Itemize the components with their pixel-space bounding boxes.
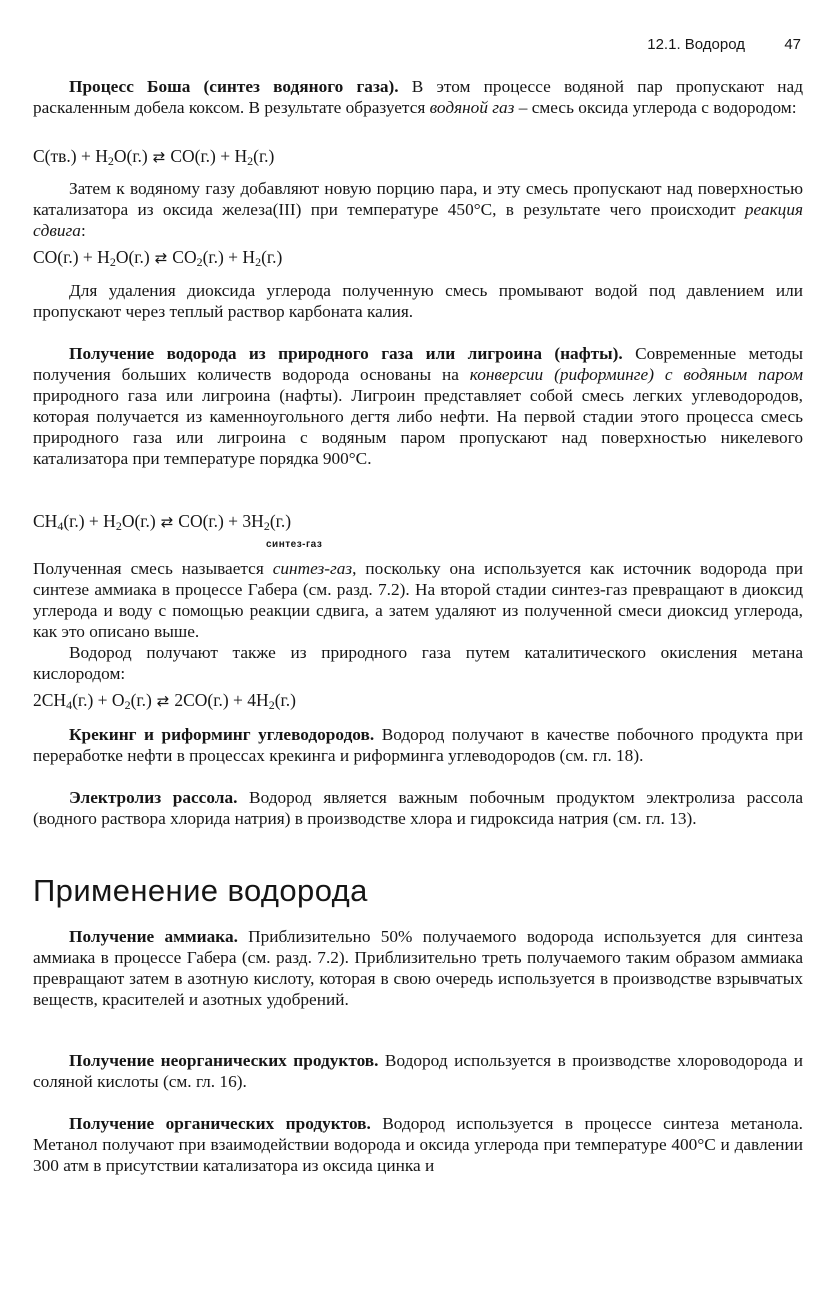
inorganic-title: Получение неорганических продуктов. (69, 1051, 379, 1070)
electrolysis-title: Электролиз рассола. (69, 788, 238, 807)
paragraph-ammonia: Получение аммиака. Приблизительно 50% получаемого водорода используется для синтеза аммиака в процессе Габера (см. разд. 7.2). Приблизительно треть получаемого таким образом аммиака превращают затем в азотную кислоту, которая в свою очередь используется в производстве взрывчатых веществ, красителей и азотных удобрений. (33, 927, 803, 1009)
section-heading: Применение водорода (33, 873, 368, 908)
paragraph-electrolysis: Электролиз рассола. Водород является важным побочным продуктом электролиза рассола (водного раствора хлорида натрия) в производстве хлора и гидроксида натрия (см. гл. 13). (33, 788, 803, 828)
equilibrium-arrow-icon: ⇄ (152, 148, 166, 166)
shift-term: реакция сдвига (33, 200, 803, 240)
paragraph-synthesis-gas: Полученная смесь называется синтез-газ, поскольку она используется как источник водорода при синтезе аммиака в процессе Габера (см. разд. 7.2). На второй стадии синтез-газ превращают в диоксид углерода и воду с помощью реакции сдвига, а затем удаляют из полученной смеси диоксид углерода, как это описано выше. (33, 559, 803, 641)
equation-shift: $CO(г.) + H_2O(г.)$ ⇄ $CO_2(г.) + H_2(г.)$ (33, 247, 283, 269)
equation-underlabel: синтез-газ (266, 539, 323, 550)
paragraph-cracking: Крекинг и риформинг углеводородов. Водород получают в качестве побочного продукта при переработке нефти в процессах крекинга и риформинга углеводородов (см. гл. 18). (33, 725, 803, 765)
naphtha-term: конверсии (риформинге) с водяным паром (469, 365, 803, 384)
paragraph-shift: Затем к водяному газу добавляют новую порцию пара, и эту смесь пропускают над поверхностью катализатора из оксида железа(III) при температуре 450°C, в результате чего происходит реакция сдвига: (33, 179, 803, 240)
equilibrium-arrow-icon: ⇄ (160, 513, 174, 531)
paragraph-bosch: Процесс Боша (синтез водяного газа). В этом процессе водяной пар пропускают над раскаленным добела коксом. В результате образуется водяной газ – смесь оксида углерода с водородом: (33, 77, 803, 117)
equation-steam-reforming: $CH_4(г.) + H_2O(г.)$ ⇄ $CO(г.) + 3H_2(г.)$ (33, 511, 292, 533)
paragraph-organic: Получение органических продуктов. Водород используется в процессе синтеза метанола. Метанол получают при взаимодействии водорода и оксида углерода при температуре 400°C и давлении 300 атм в присутствии катализатора из оксида цинка и (33, 1114, 803, 1175)
naphtha-title: Получение водорода из природного газа или лигроина (нафты). (69, 344, 623, 363)
bosch-title: Процесс Боша (синтез водяного газа). (69, 77, 399, 96)
organic-title: Получение органических продуктов. (69, 1114, 371, 1133)
page-number: 47 (784, 36, 801, 53)
equilibrium-arrow-icon: ⇄ (154, 249, 168, 267)
equation-water-gas: $C(тв.) + H_2O(г.)$ ⇄ $CO(г.) + H_2(г.)$ (33, 146, 275, 168)
paragraph-inorganic: Получение неорганических продуктов. Водород используется в производстве хлороводорода и соляной кислоты (см. гл. 16). (33, 1051, 803, 1091)
ammonia-title: Получение аммиака. (69, 927, 238, 946)
synthesis-term: синтез-газ (272, 559, 353, 578)
equation-oxidation: $2CH_4(г.) + O_2(г.)$ ⇄ $2CO(г.) + 4H_2(г.)$ (33, 690, 296, 712)
section-title: 12.1. Водород (647, 36, 745, 53)
paragraph-naphtha: Получение водорода из природного газа или лигроина (нафты). Современные методы получения больших количеств водорода основаны на конверсии (риформинге) с водяным паром природного газа или лигроина (нафты). Лигроин представляет собой смесь легких углеводородов, которая получается из каменноугольного дегтя либо нефти. На первой стадии этого процесса смесь природного газа или лигроина с водяным паром пропускают над поверхностью никелевого катализатора при температуре порядка 900°C. (33, 344, 803, 468)
cracking-title: Крекинг и риформинг углеводородов. (69, 725, 375, 744)
paragraph-co2-removal: Для удаления диоксида углерода полученную смесь промывают водой под давлением или пропускают через теплый раствор карбоната калия. (33, 281, 803, 321)
equilibrium-arrow-icon: ⇄ (156, 692, 170, 710)
bosch-term: водяной газ (429, 98, 515, 117)
paragraph-oxidation: Водород получают также из природного газа путем каталитического окисления метана кислородом: (33, 643, 803, 683)
